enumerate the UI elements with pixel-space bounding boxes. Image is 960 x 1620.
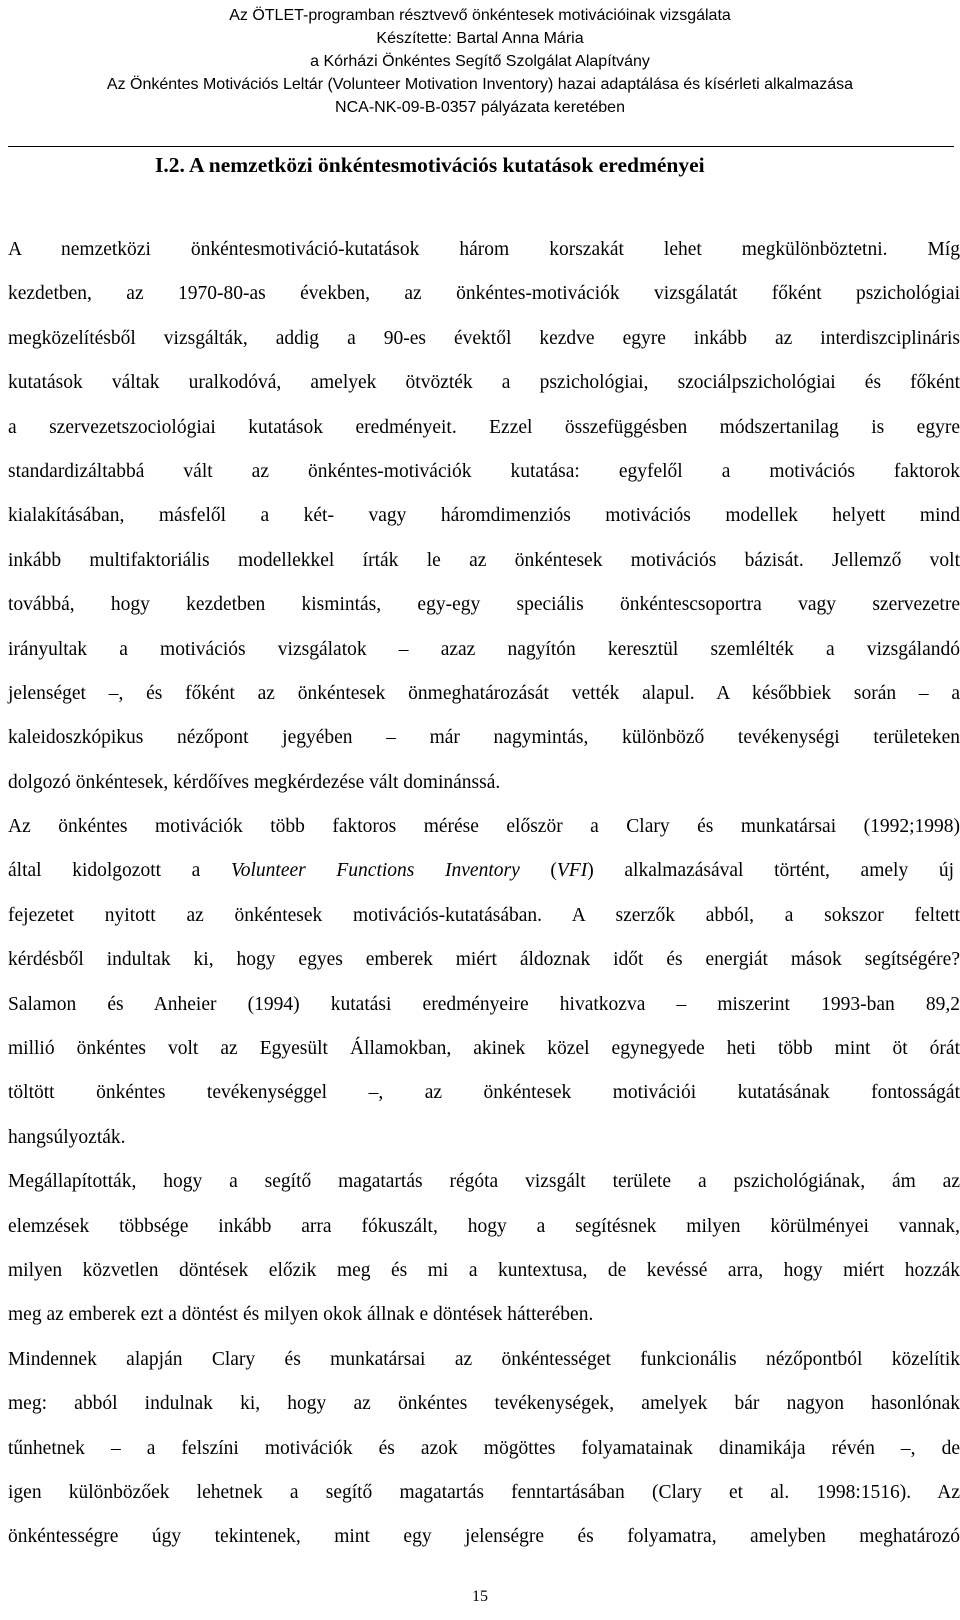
- text-line: jelenséget –, és főként az önkéntesek önmeghatározását vették alapul. A későbbiek során – a: [8, 682, 960, 704]
- header-inventory-title: Az Önkéntes Motivációs Leltár (Volunteer Motivation Inventory) hazai adaptálása és kísérleti alkalmazása: [106, 76, 854, 93]
- text-line: a szervezetszociológiai kutatások eredményeit. Ezzel összefüggésben módszertanilag is egyre: [8, 416, 960, 438]
- text-line: kezdetben, az 1970-80-as években, az önkéntes-motivációk vizsgálatát főként pszichológiai: [8, 283, 960, 305]
- running-header: [0, 4, 960, 119]
- text-line: kialakításában, másfelől a két- vagy háromdimenziós motivációs modellek helyett mind: [8, 505, 960, 527]
- text-line: milyen közvetlen döntések előzik meg és mi a kuntextusa, de kevéssé arra, hogy miért hozzák: [8, 1259, 960, 1281]
- header-organization: a Kórházi Önkéntes Segítő Szolgálat Alapítvány: [310, 53, 650, 70]
- text-line: tűnhetnek – a felszíni motivációk és azok mögöttes folyamatainak dinamikája révén –, de: [8, 1437, 960, 1459]
- text-line: Salamon és Anheier (1994) kutatási eredményeire hivatkozva – miszerint 1993-ban 89,2: [8, 993, 960, 1015]
- text-line: igen különbözőek lehetnek a segítő magatartás fenntartásában (Clary et al. 1998:1516). Az: [8, 1481, 960, 1503]
- header-divider: [8, 146, 954, 147]
- text-line: dolgozó önkéntesek, kérdőíves megkérdezése vált dominánssá.: [8, 771, 501, 793]
- text-line: elemzések többsége inkább arra fókuszált, hogy a segítésnek milyen körülményei vannak,: [8, 1215, 960, 1237]
- text-line: hangsúlyozták.: [8, 1126, 126, 1148]
- text-line: inkább multifaktoriális modellekkel írták le az önkéntesek motivációs bázisát. Jellemző volt: [8, 549, 960, 571]
- text-line: irányultak a motivációs vizsgálatok – azaz nagyítón keresztül szemlélték a vizsgálandó: [8, 638, 960, 660]
- text-line: továbbá, hogy kezdetben kismintás, egy-egy speciális önkéntescsoportra vagy szervezetre: [8, 594, 960, 616]
- header-author: Készítette: Bartal Anna Mária: [376, 30, 584, 47]
- text-line: millió önkéntes volt az Egyesült Államokban, akinek közel egynegyede heti több mint öt órát: [8, 1038, 960, 1060]
- text-line: megközelítésből vizsgálták, addig a 90-es évektől kezdve egyre inkább az interdiszciplináris: [8, 327, 960, 349]
- page-number: 15: [472, 1588, 488, 1605]
- text-line: A nemzetközi önkéntesmotiváció-kutatások három korszakát lehet megkülönböztetni. Míg: [8, 239, 960, 260]
- text-line: Mindennek alapján Clary és munkatársai az önkéntességet funkcionális nézőpontból közelítik: [8, 1348, 960, 1370]
- italic-abbreviation: VFI: [556, 860, 588, 882]
- text-line: kaleidoszkópikus nézőpont jegyében – már nagymintás, különböző tevékenységi területeken: [8, 727, 960, 749]
- text-line: kutatások váltak uralkodóvá, amelyek ötvözték a pszichológiai, szociálpszichológiai és főként: [8, 372, 960, 394]
- text-line: Megállapították, hogy a segítő magatartás régóta vizsgált területe a pszichológiának, ám az: [8, 1171, 960, 1193]
- text-line: Az önkéntes motivációk több faktoros mérése először a Clary és munkatársai (1992;1998): [8, 816, 960, 838]
- text-run: ) alkalmazásával történt, amely új: [587, 860, 955, 882]
- text-line: meg az emberek ezt a döntést és milyen okok állnak e döntések hátterében.: [8, 1304, 594, 1326]
- text-line: töltött önkéntes tevékenységgel –, az önkéntesek motivációi kutatásának fontosságát: [8, 1082, 960, 1104]
- section-heading: I.2. A nemzetközi önkéntesmotivációs kutatások eredményei: [155, 153, 705, 177]
- text-line: fejezetet nyitott az önkéntesek motivációs-kutatásában. A szerzők abból, a sokszor feltett: [8, 904, 960, 926]
- italic-title: Volunteer Functions Inventory: [231, 860, 520, 882]
- text-run: (: [519, 860, 557, 882]
- text-line: meg: abból indulnak ki, hogy az önkéntes tevékenységek, amelyek bár nagyon hasonlónak: [8, 1393, 960, 1415]
- body-text: [8, 228, 960, 1560]
- text-line: kérdésből indultak ki, hogy egyes emberek miért áldoznak időt és energiát mások segítségére?: [8, 949, 960, 971]
- text-line-with-italic: [8, 849, 954, 893]
- text-line: standardizáltabbá vált az önkéntes-motivációk kutatása: egyfelől a motivációs faktorok: [8, 460, 960, 482]
- text-run: által kidolgozott a: [8, 860, 231, 882]
- header-project-title: Az ÖTLET-programban résztvevő önkéntesek motivációinak vizsgálata: [229, 7, 731, 24]
- text-line: önkéntességre úgy tekintenek, mint egy jelenségre és folyamatra, amelyben meghatározó: [8, 1526, 960, 1548]
- header-grant-id: NCA-NK-09-B-0357 pályázata keretében: [335, 99, 625, 116]
